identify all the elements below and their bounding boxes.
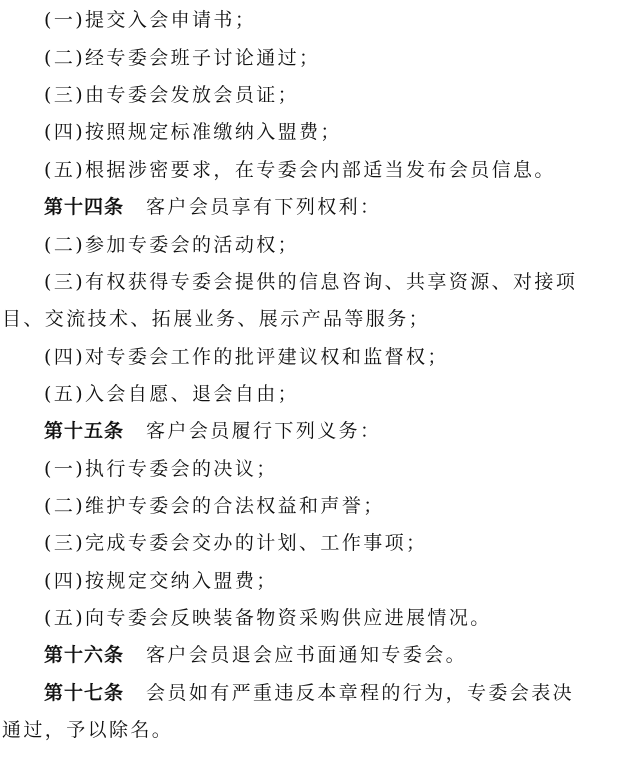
article-text: 客户会员退会应书面通知专委会。 xyxy=(146,644,468,666)
list-item: (四)对专委会工作的批评建议权和监督权； xyxy=(44,346,449,368)
list-item: (五)向专委会反映装备物资采购供应进展情况。 xyxy=(44,607,492,629)
list-item: (三)完成专委会交办的计划、工作事项； xyxy=(44,532,428,554)
article-number: 第十五条 xyxy=(44,420,125,442)
article-number: 第十四条 xyxy=(44,196,125,218)
article-number: 第十六条 xyxy=(44,644,125,666)
article-text: 客户会员享有下列权利： xyxy=(146,196,382,218)
list-item: (二)维护专委会的合法权益和声誉； xyxy=(44,495,385,517)
list-item: (四)按照规定标准缴纳入盟费； xyxy=(44,121,342,143)
list-item: (二)参加专委会的活动权； xyxy=(44,234,300,256)
list-item: (五)根据涉密要求，在专委会内部适当发布会员信息。 xyxy=(44,159,556,181)
list-item: (五)入会自愿、退会自由； xyxy=(44,383,300,405)
list-item: (四)按规定交纳入盟费； xyxy=(44,570,278,592)
article-17-continuation: 通过，予以除名。 xyxy=(2,719,174,741)
article-text: 会员如有严重违反本章程的行为，专委会表决 xyxy=(146,682,575,704)
list-item: (三)有权获得专委会提供的信息咨询、共享资源、对接项 xyxy=(44,271,578,293)
list-item: (一)提交入会申请书； xyxy=(44,9,257,31)
list-item: (一)执行专委会的决议； xyxy=(44,458,278,480)
list-item-continuation: 目、交流技术、拓展业务、展示产品等服务； xyxy=(2,308,431,330)
article-15-heading xyxy=(0,413,624,450)
article-16-heading xyxy=(0,637,624,674)
article-17-heading xyxy=(0,675,624,712)
article-text: 客户会员履行下列义务： xyxy=(146,420,382,442)
list-item: (三)由专委会发放会员证； xyxy=(44,84,300,106)
article-14-heading xyxy=(0,189,624,226)
list-item: (二)经专委会班子讨论通过； xyxy=(44,47,321,69)
article-number: 第十七条 xyxy=(44,682,125,704)
